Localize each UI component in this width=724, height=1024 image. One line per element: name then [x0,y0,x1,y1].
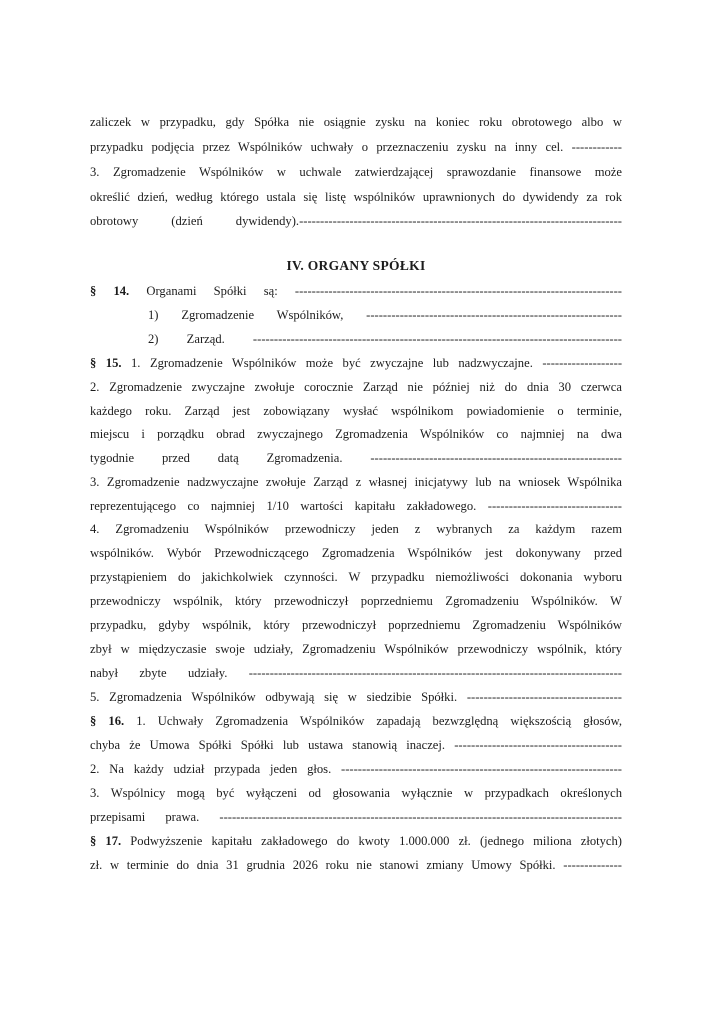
text-line: 5. Zgromadzenia Wspólników odbywają się w siedzibie Spółki. ------------------------------------- [90,690,622,704]
text-span: Organami Spółki są: ------------------------------------------------------------------------------ [129,284,622,298]
text-line: przystąpieniem do jakichkolwiek czynności. W przypadku niemożliwości dokonania wyboru [90,570,622,584]
text-line: reprezentującego co najmniej 1/10 wartości kapitału zakładowego. -------------------------------- [90,499,622,513]
paragraph-number: § 14. [90,284,130,298]
text-span: 1. Zgromadzenie Wspólników może być zwyczajne lub nadzwyczajne. ------------------- [121,356,622,370]
text-line: nabył zbyte udziały. ----------------------------------------------------------------------------------------- [90,666,622,680]
paragraph-number: § 16. [90,714,125,728]
text-line: zaliczek w przypadku, gdy Spółka nie osiągnie zysku na koniec roku obrotowego albo w [90,115,622,129]
text-line: zł. w terminie do dnia 31 grudnia 2026 roku nie stanowi zmiany Umowy Spółki. -------------- [90,858,622,872]
text-line: 3. Zgromadzenie Wspólników w uchwale zatwierdzającej sprawozdanie finansowe może [90,165,622,179]
text-line: określić dzień, według którego ustala się listę wspólników uprawnionych do dywidendy za rok [90,190,622,204]
text-line: 3. Wspólnicy mogą być wyłączeni od głosowania wyłącznie w przypadkach określonych [90,786,622,800]
text-line: obrotowy (dzień dywidendy).----------------------------------------------------------------------------- [90,214,622,228]
text-line: chyba że Umowa Spółki Spółki lub ustawa stanowią inaczej. ---------------------------------------- [90,738,622,752]
list-item: 2) Zarząd. ---------------------------------------------------------------------------------------- [148,332,622,346]
list-item: 1) Zgromadzenie Wspólników, ------------------------------------------------------------- [148,308,622,322]
text-line: przypadku podjęcia przez Wspólników uchwały o przeznaczeniu zysku na inny cel. ------------ [90,140,622,154]
section-heading: IV. ORGANY SPÓŁKI [286,258,426,273]
paragraph-15-line [90,353,622,373]
paragraph-number: § 17. [90,834,122,848]
text-line: zbył w międzyczasie swoje udziały, Zgromadzeniu Wspólników przewodniczy wspólnik, który [90,642,622,656]
paragraph-17-line [90,831,622,851]
text-line: każdego roku. Zarząd jest zobowiązany wysłać wspólnikom powiadomienie o terminie, [90,404,622,418]
text-line: przewodniczy wspólnik, który przewodniczył poprzedniemu Zgromadzeniu Wspólników. W [90,594,622,608]
text-line: 3. Zgromadzenie nadzwyczajne zwołuje Zarząd z własnej inicjatywy lub na wniosek Wspólnika [90,475,622,489]
text-line: tygodnie przed datą Zgromadzenia. ------------------------------------------------------------ [90,451,622,465]
text-line: przepisami prawa. ------------------------------------------------------------------------------------------------ [90,810,622,824]
text-line: 2. Na każdy udział przypada jeden głos. ------------------------------------------------------------------- [90,762,622,776]
text-span: Podwyższenie kapitału zakładowego do kwoty 1.000.000 zł. (jednego miliona złotych) [121,834,622,848]
paragraph-14-line [90,281,622,301]
text-line: 2. Zgromadzenie zwyczajne zwołuje corocznie Zarząd nie później niż do dnia 30 czerwca [90,380,622,394]
text-line: 4. Zgromadzeniu Wspólników przewodniczy jeden z wybranych za każdym razem [90,522,622,536]
text-span: 1. Uchwały Zgromadzenia Wspólników zapadają bezwzględną większością głosów, [124,714,622,728]
text-line: przypadku, gdyby wspólnik, który przewodniczył poprzedniemu Zgromadzeniu Wspólników [90,618,622,632]
paragraph-number: § 15. [90,356,122,370]
paragraph-16-line [90,711,622,731]
text-line: miejscu i porządku obrad zwyczajnego Zgromadzenia Wspólników co najmniej na dwa [90,427,622,441]
text-line: wspólników. Wybór Przewodniczącego Zgromadzenia Wspólników jest dokonywany przed [90,546,622,560]
